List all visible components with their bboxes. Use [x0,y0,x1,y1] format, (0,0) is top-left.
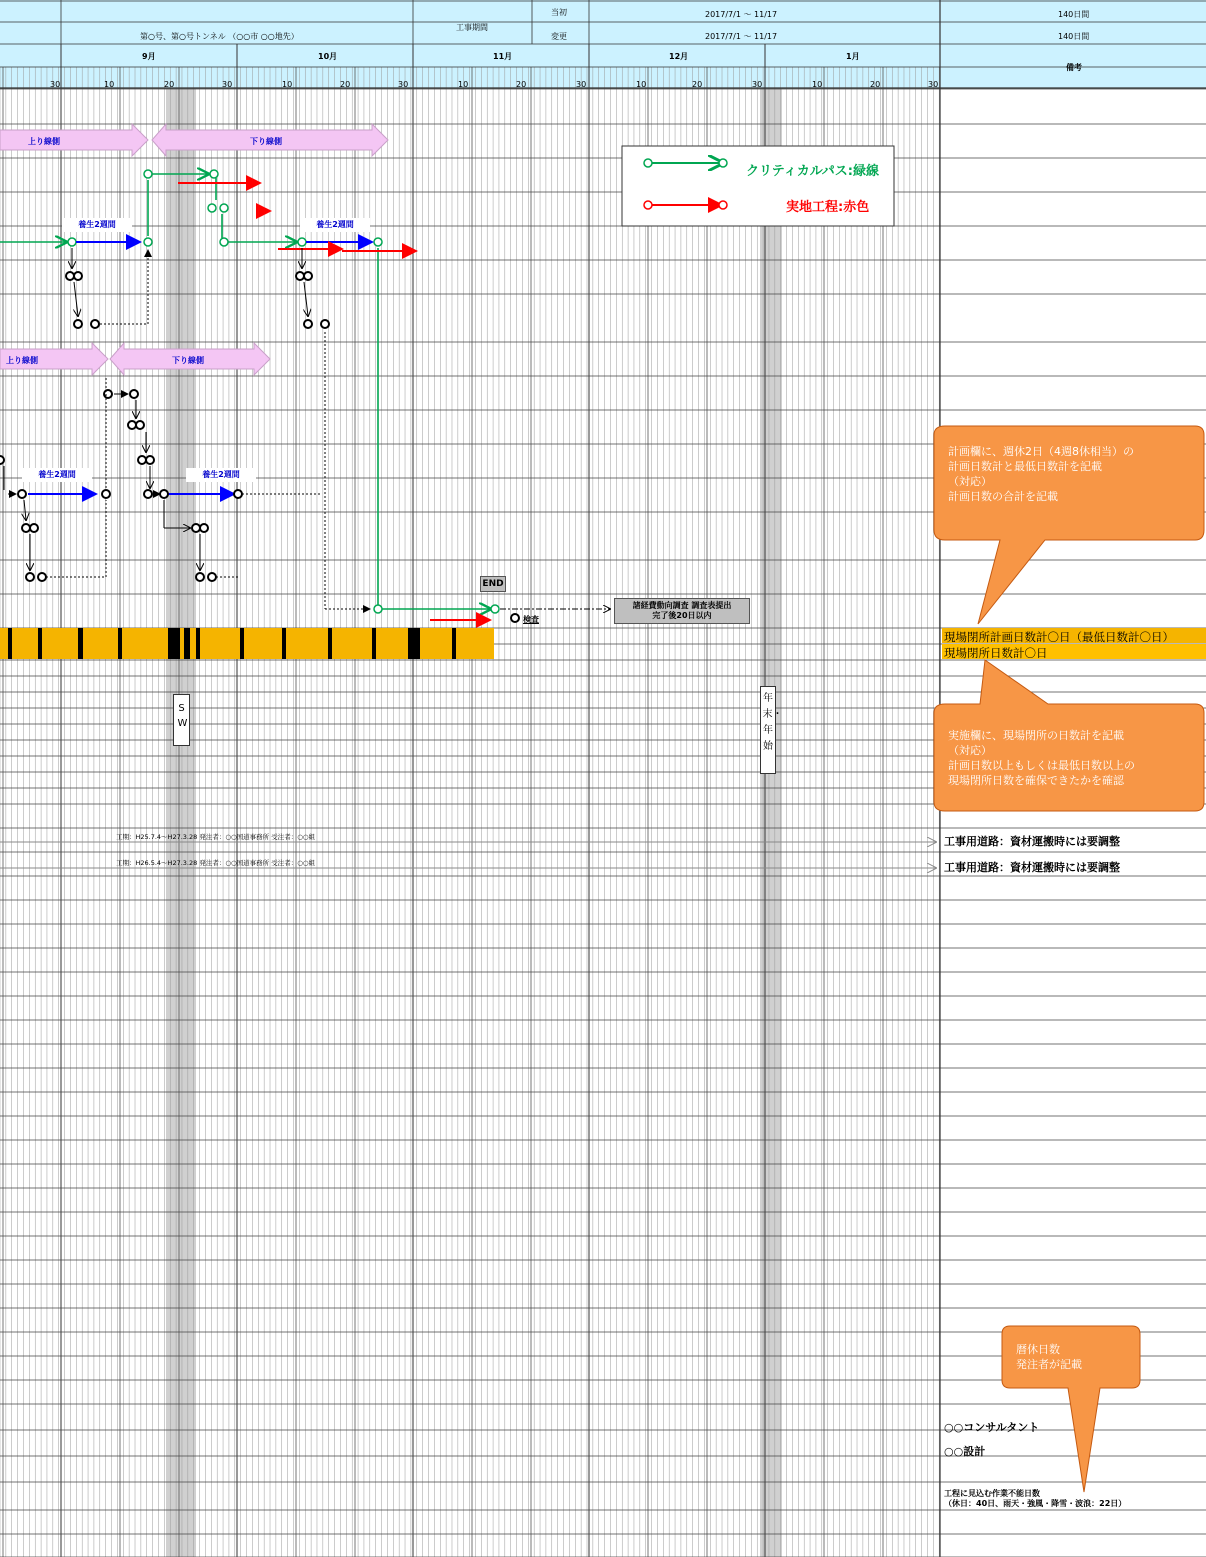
closure-bar [0,628,494,659]
curing-label-4: 養生2週間 [186,468,256,482]
inspection-label: 検査 [523,615,539,624]
legend-actual-label: 実地工程:赤色 [786,200,870,215]
newyear-text: 年末・年始 [762,693,783,752]
unworkable-line-2: （休日：40日、雨天・強風・降雪・波浪：22日） [944,1499,1127,1508]
month-dec: 12月 [669,52,689,61]
day-tick: 20 [340,80,351,89]
consultant-name: ○○コンサルタント [944,1421,1040,1434]
newyear-label [760,686,783,774]
up-line-label-2: 上り線側 [6,356,38,365]
survey-line-1: 諸経費動向調査 調査表提出 [632,601,732,610]
change-label: 変更 [551,32,567,41]
end-marker: END [480,576,506,592]
period-label: 工事期間 [456,23,488,32]
actual-progress [178,183,490,620]
work-nodes [0,272,519,622]
day-tick: 20 [516,80,527,89]
up-line-label-1: 上り線側 [28,137,60,146]
initial-label: 当初 [551,8,567,17]
down-line-label-1: 下り線側 [250,137,282,146]
project-name: 第○号、第○号トンネル （○○市 ○○地先） [140,32,299,41]
day-tick: 10 [812,80,823,89]
change-range: 2017/7/1 ～ 11/17 [705,32,778,41]
curing-label-1: 養生2週間 [62,218,132,232]
closure-actual-text: 現場閉所日数計〇日 [944,646,1048,660]
day-tick: 30 [50,80,61,89]
initial-range: 2017/7/1 ～ 11/17 [705,10,778,19]
other-work-1: 工期：H25.7.4～H27.3.28 発注者：○○国道事務所 受注者：○○組 [116,833,316,841]
other-work-2: 工期：H26.5.4～H27.3.28 発注者：○○国道事務所 受注者：○○組 [116,859,316,867]
day-tick: 20 [692,80,703,89]
unworkable-line-1: 工程に見込む作業不能日数 [944,1489,1040,1498]
holiday-callout-text: 暦休日数 発注者が記載 [1016,1343,1082,1371]
day-tick: 10 [104,80,115,89]
day-tick: 20 [870,80,881,89]
month-nov: 11月 [493,52,513,61]
curing-label-2: 養生2週間 [300,218,370,232]
day-tick: 30 [222,80,233,89]
closure-plan-text: 現場閉所計画日数計〇日（最低日数計〇日） [944,630,1174,644]
dependency-lines [4,248,610,609]
month-sep: 9月 [142,52,156,61]
month-oct: 10月 [318,52,338,61]
day-tick: 30 [398,80,409,89]
legend-critical-label: クリティカルパス:緑線 [746,164,879,179]
day-tick: 10 [282,80,293,89]
month-jan: 1月 [846,52,860,61]
up-line-arrow-1 [0,124,148,156]
survey-box [614,598,750,624]
plan-callout-text: 計画欄に、週休2日（4週8休相当）の 計画日数計と最低日数計を記載 （対応） 計画日数の合計を記載 [948,445,1134,503]
day-tick: 30 [576,80,587,89]
actual-callout-text: 実施欄に、現場閉所の日数計を記載 （対応） 計画日数以上もしくは最低日数以上の 現場閉所日数を確保できたかを確認 [948,729,1135,787]
curing-label-3: 養生2週間 [22,468,92,482]
day-tick: 30 [752,80,763,89]
design-name: ○○設計 [944,1445,986,1458]
day-tick: 30 [928,80,939,89]
survey-line-2: 完了後20日以内 [652,611,712,620]
day-tick: 10 [458,80,469,89]
silver-week-text: S W [177,703,188,729]
day-tick: 20 [164,80,175,89]
down-line-label-2: 下り線側 [172,356,204,365]
remarks-header: 備考 [1066,63,1082,72]
road-note-1: 工事用道路：資材運搬時には要調整 [944,835,1120,848]
initial-days: 140日間 [1058,10,1090,19]
road-note-2: 工事用道路：資材運搬時には要調整 [944,861,1120,874]
change-days: 140日間 [1058,32,1090,41]
silver-week-label [173,694,190,746]
day-tick: 10 [636,80,647,89]
